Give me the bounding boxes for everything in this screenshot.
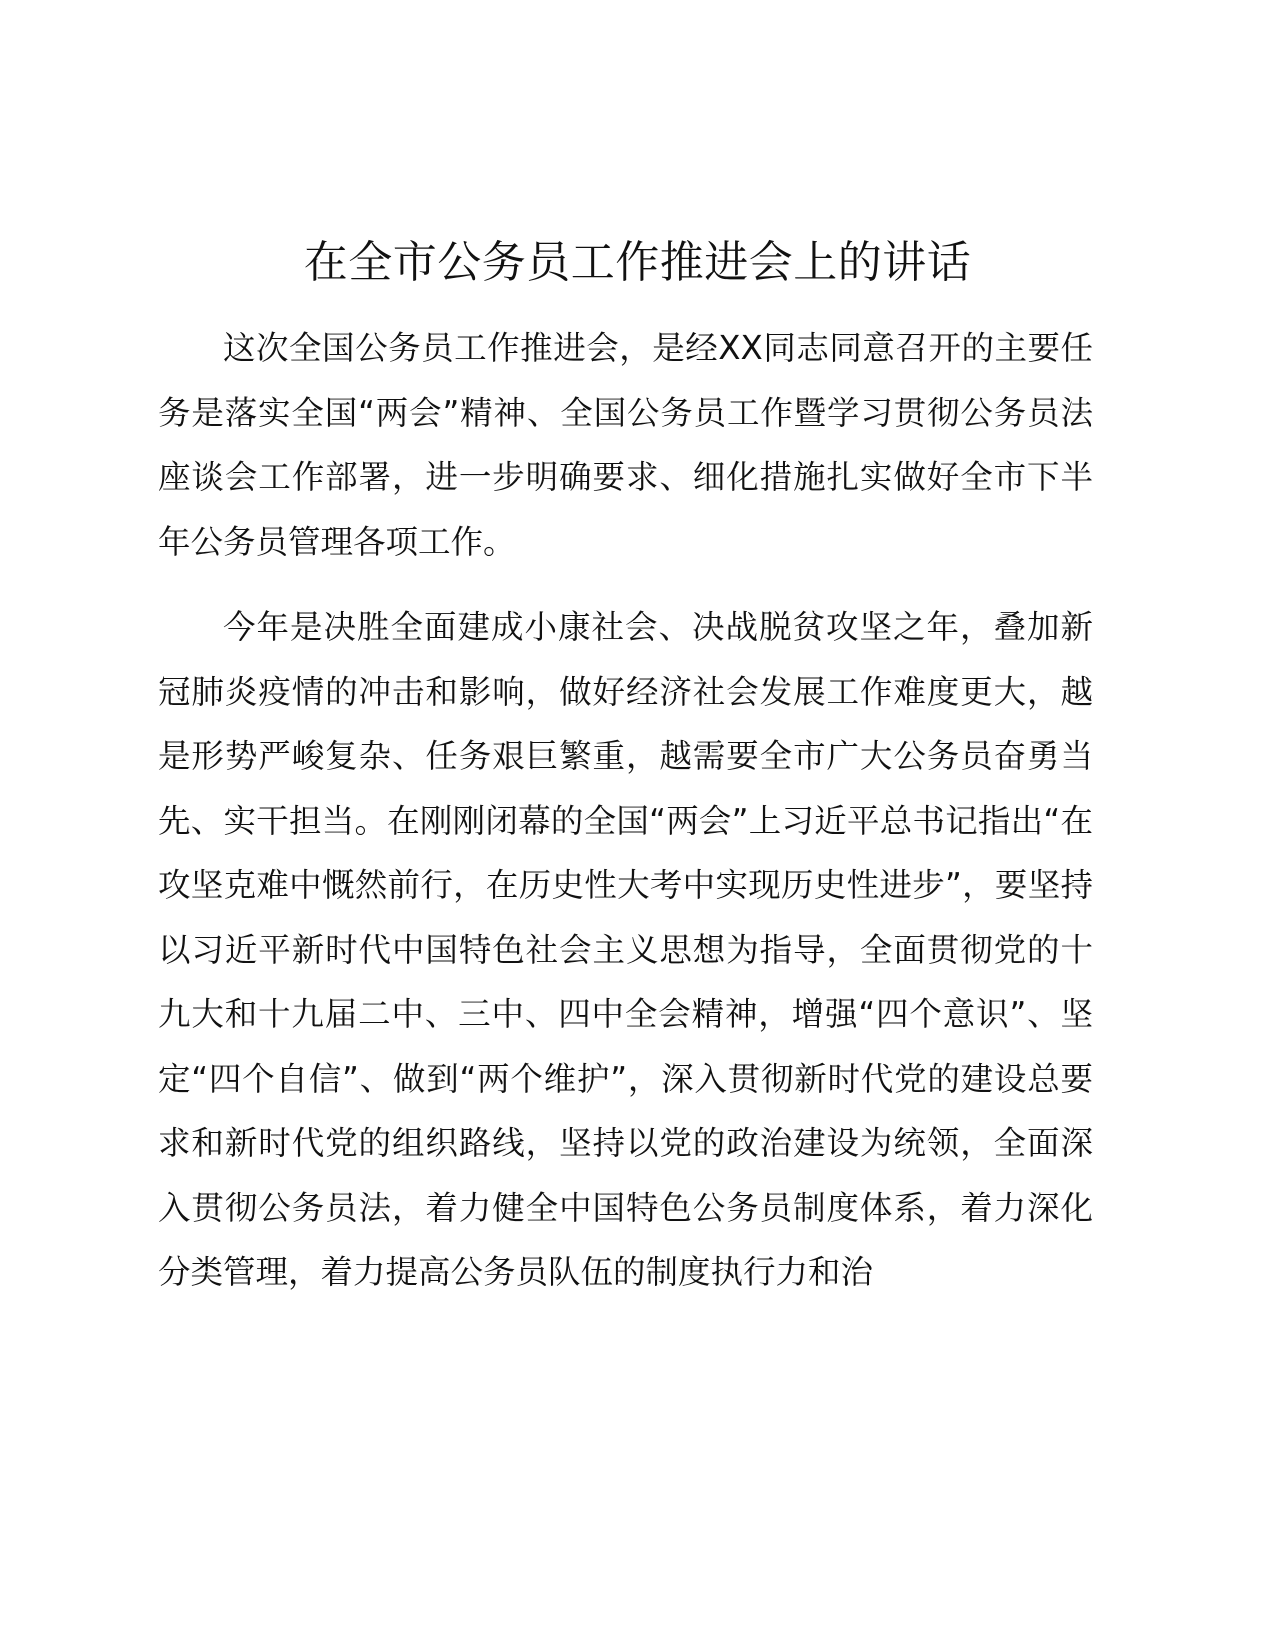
document-title: 在全市公务员工作推进会上的讲话 [303, 237, 972, 288]
paragraph-1: 这次全国公务员工作推进会，是经XX同志同意召开的主要任务是落实全国“两会”精神、全国公务员工作暨学习贯彻公务员法座谈会工作部署，进一步明确要求、细化措施扎实做好全市下半年公务员管理各项工作。 [158, 329, 1093, 561]
paragraph-2: 今年是决胜全面建成小康社会、决战脱贫攻坚之年，叠加新冠肺炎疫情的冲击和影响，做好经济社会发展工作难度更大，越是形势严峻复杂、任务艰巨繁重，越需要全市广大公务员奋勇当先、实干担当。在刚刚闭幕的全国“两会”上习近平总书记指出“在攻坚克难中慨然前行，在历史性大考中实现历史性进步”，要坚持以习近平新时代中国特色社会主义思想为指导，全面贯彻党的十九大和十九届二中、三中、四中全会精神，增强“四个意识”、坚定“四个自信”、做到“两个维护”，深入贯彻新时代党的建设总要求和新时代党的组织路线，坚持以党的政治建设为统领，全面深入贯彻公务员法，着力健全中国特色公务员制度体系，着力深化分类管理，着力提高公务员队伍的制度执行力和治 [158, 608, 1093, 1291]
